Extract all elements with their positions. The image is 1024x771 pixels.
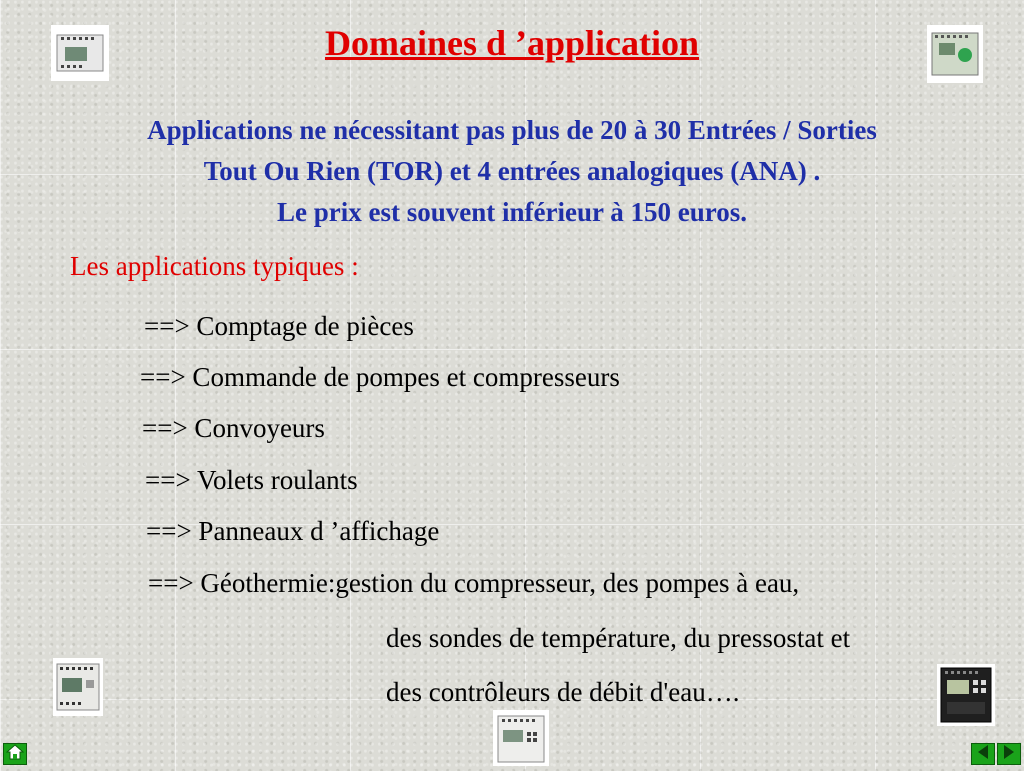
previous-slide-button[interactable] — [971, 743, 995, 765]
list-item: ==> Volets roulants — [145, 465, 358, 495]
list-item: ==> Comptage de pièces — [144, 311, 414, 341]
home-icon — [6, 744, 24, 765]
plc-module-bottom-center-icon — [493, 710, 549, 766]
triangle-left-icon — [975, 744, 991, 765]
home-button[interactable] — [3, 743, 27, 765]
list-item: ==> Géothermie:gestion du compresseur, des pompes à eau, — [148, 568, 800, 598]
typical-applications-heading: Les applications typiques : — [70, 251, 359, 281]
plc-module-bottom-left-icon — [53, 658, 103, 716]
slide-title: Domaines d ’application — [324, 23, 700, 63]
list-item-continuation: des contrôleurs de débit d'eau…. — [386, 677, 740, 707]
triangle-right-icon — [1001, 744, 1017, 765]
next-slide-button[interactable] — [997, 743, 1021, 765]
list-item: ==> Panneaux d ’affichage — [146, 516, 440, 546]
intro-line: Applications ne nécessitant pas plus de 20 à 30 Entrées / Sorties — [147, 115, 877, 145]
intro-line: Le prix est souvent inférieur à 150 euros. — [277, 197, 747, 227]
list-item: ==> Commande de pompes et compresseurs — [140, 362, 620, 392]
list-item-continuation: des sondes de température, du pressostat et — [386, 623, 851, 653]
list-item: ==> Convoyeurs — [142, 413, 325, 443]
intro-line: Tout Ou Rien (TOR) et 4 entrées analogiques (ANA) . — [203, 156, 821, 186]
plc-module-bottom-right-icon — [937, 664, 995, 726]
intro-text — [0, 110, 1024, 233]
